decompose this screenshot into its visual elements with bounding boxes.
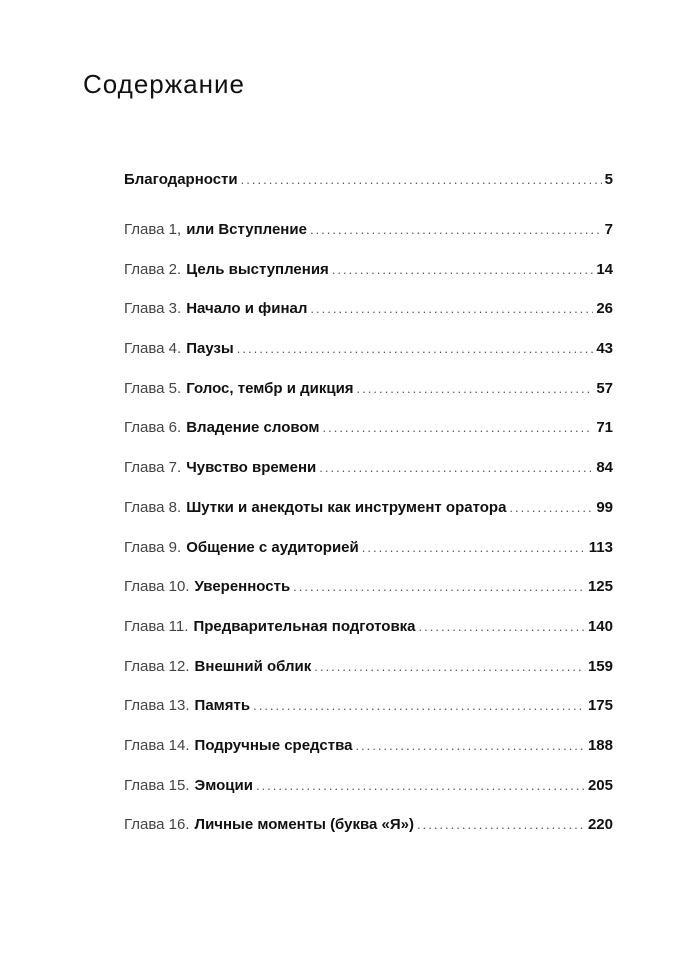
chapter-label: Глава 9.: [124, 539, 182, 556]
dot-leader: [310, 219, 602, 241]
toc-page-number: 140: [587, 618, 613, 635]
chapter-title: Цель выступления: [186, 261, 329, 278]
chapter-label: Глава 2.: [124, 261, 182, 278]
toc-page-number: 175: [587, 697, 613, 714]
chapter-title: Предварительная подготовка: [193, 618, 416, 635]
chapter-title: или Вступление: [186, 221, 307, 238]
chapter-title: Внешний облик: [194, 658, 312, 675]
chapter-label: Глава 8.: [124, 499, 182, 516]
dot-leader: [509, 497, 593, 519]
toc-page-number: 43: [596, 340, 613, 357]
dot-leader: [293, 576, 585, 598]
toc-entry-chapter-12[interactable]: [124, 656, 613, 678]
dot-leader: [357, 378, 594, 400]
toc-entry-chapter-9[interactable]: [124, 537, 613, 559]
toc-entry-acknowledgements[interactable]: [124, 169, 613, 191]
toc-entry-chapter-16[interactable]: [124, 814, 613, 836]
page-title: Содержание: [83, 69, 245, 99]
dot-leader: [256, 775, 585, 797]
chapter-label: Глава 15.: [124, 777, 190, 794]
chapter-title: Подручные средства: [194, 737, 353, 754]
dot-leader: [322, 417, 593, 439]
toc-entry-chapter-11[interactable]: [124, 616, 613, 638]
dot-leader: [417, 814, 585, 836]
toc-page-number: 188: [587, 737, 613, 754]
chapter-title: Начало и финал: [186, 300, 308, 317]
chapter-label: Глава 5.: [124, 380, 182, 397]
dot-leader: [419, 616, 585, 638]
toc-page-number: 205: [587, 777, 613, 794]
dot-leader: [319, 457, 593, 479]
toc-page-number: 26: [596, 300, 613, 317]
toc-entry-title: Благодарности: [124, 171, 238, 188]
toc-page-number: 84: [596, 459, 613, 476]
chapter-label: Глава 6.: [124, 419, 182, 436]
toc-entry-chapter-13[interactable]: [124, 695, 613, 717]
chapter-label: Глава 1,: [124, 221, 182, 238]
toc-entry-chapter-3[interactable]: [124, 298, 613, 320]
chapter-label: Глава 7.: [124, 459, 182, 476]
dot-leader: [314, 656, 585, 678]
dot-leader: [310, 298, 593, 320]
chapter-title: Паузы: [186, 340, 234, 357]
dot-leader: [355, 735, 585, 757]
toc-page-number: 5: [604, 171, 613, 188]
chapter-label: Глава 13.: [124, 697, 190, 714]
toc-entry-chapter-1[interactable]: [124, 219, 613, 241]
chapter-title: Шутки и анекдоты как инструмент оратора: [186, 499, 507, 516]
toc-page-number: 7: [604, 221, 613, 238]
dot-leader: [332, 259, 594, 281]
chapter-label: Глава 4.: [124, 340, 182, 357]
chapter-label: Глава 12.: [124, 658, 190, 675]
chapter-label: Глава 16.: [124, 816, 190, 833]
toc-page-number: 220: [587, 816, 613, 833]
chapter-title: Чувство времени: [186, 459, 317, 476]
toc-page-number: 125: [587, 578, 613, 595]
dot-leader: [253, 695, 585, 717]
toc-page-number: 57: [596, 380, 613, 397]
toc-entry-chapter-15[interactable]: [124, 775, 613, 797]
chapter-title: Личные моменты (буква «Я»): [194, 816, 414, 833]
toc-page-number: 99: [596, 499, 613, 516]
toc-entry-chapter-2[interactable]: [124, 259, 613, 281]
chapter-title: Общение с аудиторией: [186, 539, 359, 556]
chapter-label: Глава 3.: [124, 300, 182, 317]
dot-leader: [237, 338, 594, 360]
dot-leader: [362, 537, 586, 559]
toc-entry-chapter-6[interactable]: [124, 417, 613, 439]
chapter-label: Глава 10.: [124, 578, 190, 595]
toc-page-number: 159: [587, 658, 613, 675]
toc-page-number: 113: [588, 539, 613, 556]
chapter-title: Голос, тембр и дикция: [186, 380, 354, 397]
chapter-title: Эмоции: [194, 777, 253, 794]
toc-entry-chapter-10[interactable]: [124, 576, 613, 598]
chapter-label: Глава 14.: [124, 737, 190, 754]
toc-entry-chapter-7[interactable]: [124, 457, 613, 479]
chapter-title: Уверенность: [194, 578, 291, 595]
toc-entry-chapter-8[interactable]: [124, 497, 613, 519]
chapter-title: Память: [194, 697, 251, 714]
toc-entry-chapter-4[interactable]: [124, 338, 613, 360]
chapter-title: Владение словом: [186, 419, 320, 436]
toc-entry-chapter-14[interactable]: [124, 735, 613, 757]
chapter-label: Глава 11.: [124, 618, 189, 635]
toc-entry-chapter-5[interactable]: [124, 378, 613, 400]
toc-page-number: 14: [596, 261, 613, 278]
toc-page-number: 71: [596, 419, 613, 436]
dot-leader: [241, 169, 602, 191]
